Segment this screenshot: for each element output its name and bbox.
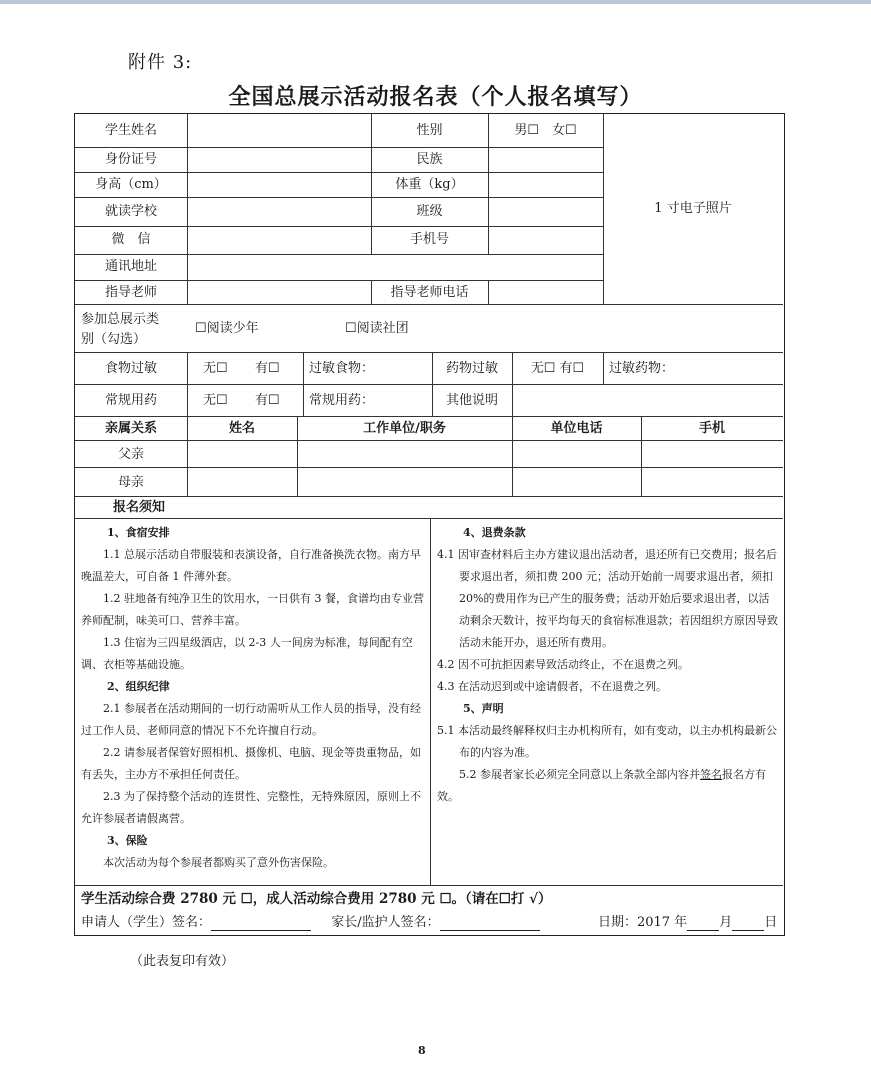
notice-s1-p2: 1.2 驻地备有纯净卫生的饮用水，一日供有 3 餐，食谱均由专业营养师配制，味美可口、营养丰富。 — [81, 592, 424, 627]
address-label: 通讯地址 — [104, 259, 157, 274]
regular-med-field: 常规用药： — [309, 393, 375, 408]
family-header-mobile: 手机 — [698, 421, 725, 436]
date-day-label: 日 — [764, 915, 778, 930]
drug-allergy-options[interactable]: 无☐ 有☐ — [530, 361, 585, 376]
regular-med-label: 常规用药 — [104, 393, 157, 408]
drug-allergy-label: 药物过敏 — [445, 361, 498, 376]
form-title: 全国总展示活动报名表（个人报名填写） — [228, 84, 643, 110]
photo-placeholder: 1 寸电子照片 — [654, 201, 732, 216]
id-number-label: 身份证号 — [104, 152, 157, 167]
height-label: 身高（cm） — [95, 177, 167, 192]
food-allergy-yes[interactable]: 有☐ — [255, 361, 280, 376]
family-header-name: 姓名 — [228, 421, 255, 436]
notice-s4-p1: 4.1 因审查材料后主办方建议退出活动者，退还所有已交费用；报名后要求退出者，须扣费 200 元；活动开始前一周要求退出者，须扣 20%的费用作为已产生的服务费；活动开始后要求退出者，以活动剩余天数计，按平均每天的食宿标准退款；若因组织方原因导致活动未能开办，退还所有费用。 — [437, 548, 778, 649]
phone-label: 手机号 — [409, 232, 449, 247]
family-row-father: 父亲 — [117, 447, 144, 462]
gender-label: 性别 — [416, 123, 443, 138]
notice-s2-p2: 2.2 请参展者保管好照相机、摄像机、电脑、现金等贵重物品，如有丢失，主办方不承担任何责任。 — [81, 746, 421, 781]
notice-s3-title: 3、保险 — [107, 834, 148, 847]
scan-edge — [0, 0, 871, 4]
notice-s5-p1: 5.1 本活动最终解释权归主办机构所有，如有变动，以主办机构最新公布的内容为准。 — [437, 724, 777, 759]
guardian-signature-label: 家长/监护人签名： — [331, 915, 440, 930]
category-option-reading-youth[interactable]: ☐阅读少年 — [195, 321, 259, 336]
family-header-office-phone: 单位电话 — [550, 421, 603, 436]
notice-right-column — [437, 522, 779, 808]
notice-s4-title: 4、退费条款 — [463, 526, 526, 539]
notice-s1-p1: 1.1 总展示活动自带服装和表演设备，自行准备换洗衣物。南方早晚温差大，可自备 1 件薄外套。 — [81, 548, 421, 583]
applicant-signature-label: 申请人（学生）签名： — [81, 915, 212, 930]
regular-med-no[interactable]: 无☐ — [203, 393, 228, 408]
teacher-label: 指导老师 — [104, 285, 157, 300]
teacher-phone-label: 指导老师电话 — [390, 285, 469, 300]
category-label-line1: 参加总展示类 — [81, 312, 160, 327]
date-day-field[interactable] — [732, 917, 764, 931]
notice-s1-title: 1、食宿安排 — [107, 526, 170, 539]
family-header-relation: 亲属关系 — [104, 421, 157, 436]
notice-s5-p2a: 5.2 参展者家长必须完全同意以上条款全部内容并 — [459, 768, 700, 781]
notice-s1-p3: 1.3 住宿为三四星级酒店，以 2-3 人一间房为标准，每间配有空调、衣柜等基础设施。 — [81, 636, 413, 671]
notice-s2-p3: 2.3 为了保持整个活动的连贯性、完整性，无特殊原因，原则上不允许参展者请假离营。 — [81, 790, 421, 825]
student-name-label: 学生姓名 — [104, 123, 157, 138]
notice-s4-p3: 4.3 在活动迟到或中途请假者，不在退费之列。 — [437, 680, 667, 693]
notice-s4-p2: 4.2 因不可抗拒因素导致活动终止，不在退费之列。 — [437, 658, 689, 671]
notice-s5-p2-underlined: 签名 — [700, 768, 722, 781]
other-notes-label: 其他说明 — [445, 393, 498, 408]
notice-s3-p1: 本次活动为每个参展者都购买了意外伤害保险。 — [103, 856, 334, 869]
date-prefix: 日期：2017 年 — [597, 915, 688, 930]
guardian-signature-field[interactable] — [440, 917, 540, 931]
category-option-reading-club[interactable]: ☐阅读社团 — [345, 321, 409, 336]
weight-label: 体重（kg） — [395, 177, 464, 192]
allergic-food-label: 过敏食物： — [309, 361, 375, 376]
notice-left-column — [81, 522, 425, 874]
food-allergy-no[interactable]: 无☐ — [203, 361, 228, 376]
category-label-line2: 别（勾选） — [81, 332, 147, 347]
family-header-work: 工作单位/职务 — [363, 421, 446, 436]
wechat-label: 微 信 — [111, 232, 151, 247]
school-label: 就读学校 — [104, 204, 157, 219]
date-month-label: 月 — [719, 915, 733, 930]
date-month-field[interactable] — [687, 917, 719, 931]
notice-s2-p1: 2.1 参展者在活动期间的一切行动需听从工作人员的指导，没有经过工作人员、老师同意的情况下不允许擅自行动。 — [81, 702, 421, 737]
registration-form — [74, 113, 785, 936]
family-row-mother: 母亲 — [117, 475, 144, 490]
signature-line — [81, 915, 777, 931]
gender-options[interactable]: 男☐ 女☐ — [514, 123, 577, 138]
page-number: 8 — [418, 1044, 426, 1057]
attachment-label: 附件 3: — [128, 52, 193, 73]
notice-s2-title: 2、组织纪律 — [107, 680, 170, 693]
notice-s5-title: 5、声明 — [463, 702, 504, 715]
notice-title: 报名须知 — [113, 500, 166, 515]
food-allergy-label: 食物过敏 — [104, 361, 157, 376]
applicant-signature-field[interactable] — [211, 917, 311, 931]
allergic-drug-label: 过敏药物： — [609, 361, 675, 376]
ethnicity-label: 民族 — [416, 152, 443, 167]
copy-valid-note: （此表复印有效） — [130, 954, 235, 969]
class-label: 班级 — [416, 204, 443, 219]
notice-s5-p2b: 报名方有效。 — [437, 768, 766, 803]
fees-line[interactable]: 学生活动综合费 2780 元 ☐，成人活动综合费用 2780 元 ☐。（请在☐打 √） — [81, 891, 552, 907]
regular-med-yes[interactable]: 有☐ — [255, 393, 280, 408]
